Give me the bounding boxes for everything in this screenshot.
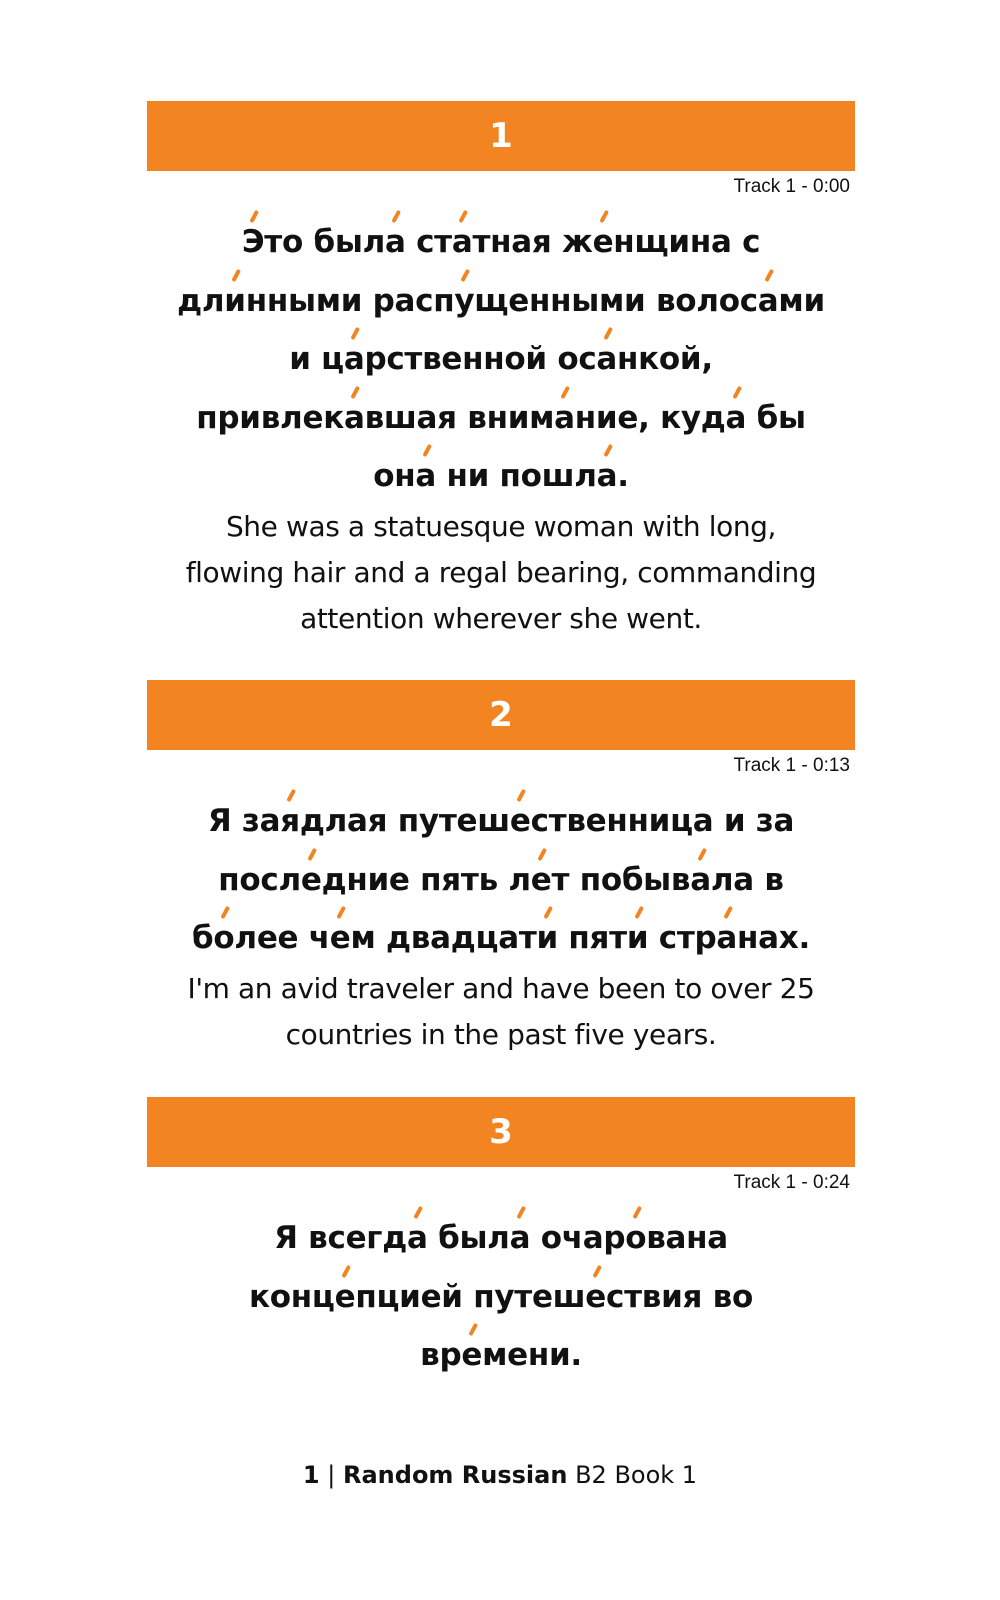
stressed-vowel: о — [625, 1209, 646, 1268]
entry-3 — [147, 1097, 855, 1385]
stressed-vowel: а — [344, 330, 365, 389]
stressed-vowel: а — [385, 213, 406, 272]
russian-line: времени. — [147, 1326, 855, 1385]
track-timestamp: Track 1 - 0:00 — [733, 176, 850, 197]
stressed-vowel: е — [510, 792, 531, 851]
stressed-vowel: и — [224, 272, 245, 331]
russian-line: концепцией путешествия во — [147, 1268, 855, 1327]
entry-2 — [147, 680, 855, 1058]
russian-sentence — [147, 792, 855, 968]
stressed-vowel: а — [690, 851, 711, 910]
stressed-vowel: а — [415, 447, 436, 506]
russian-line: привлекавшая внимание, куда бы — [147, 389, 855, 448]
entry-number: 1 — [489, 116, 513, 156]
stressed-vowel: е — [585, 1268, 606, 1327]
entry-number: 3 — [489, 1112, 513, 1152]
entry-1 — [147, 101, 855, 642]
footer-separator: | — [327, 1461, 336, 1489]
english-line: She was a statuesque woman with long, — [225, 509, 777, 543]
stressed-vowel: а — [344, 389, 365, 448]
russian-line: и царственной осанкой, — [147, 330, 855, 389]
russian-sentence — [147, 1209, 855, 1385]
stressed-vowel: а — [596, 330, 617, 389]
stressed-vowel: е — [593, 213, 614, 272]
russian-line: более чем двадцати пяти странах. — [147, 909, 855, 968]
track-timestamp: Track 1 - 0:13 — [733, 755, 850, 776]
english-translation — [147, 504, 855, 642]
stressed-vowel: я — [280, 792, 300, 851]
entry-number-bar — [147, 680, 855, 750]
russian-line: длинными распущенными волосами — [147, 272, 855, 331]
russian-line: последние пять лет побывала в — [147, 851, 855, 910]
stressed-vowel: а — [725, 389, 746, 448]
page-footer — [0, 1461, 1000, 1489]
stressed-vowel: а — [554, 389, 575, 448]
book-title-rest: B2 Book 1 — [575, 1461, 698, 1489]
russian-line: она ни пошла. — [147, 447, 855, 506]
stressed-vowel: а — [758, 272, 779, 331]
entry-number-bar — [147, 1097, 855, 1167]
english-line: countries in the past five years. — [285, 1017, 717, 1051]
stressed-vowel: и — [627, 909, 648, 968]
russian-line: Это была статная женщина с — [147, 213, 855, 272]
stressed-vowel: у — [454, 272, 474, 331]
track-timestamp: Track 1 - 0:24 — [733, 1172, 850, 1193]
stressed-vowel: а — [510, 1209, 531, 1268]
stressed-vowel: е — [301, 851, 322, 910]
russian-line: Я заядлая путешественница и за — [147, 792, 855, 851]
stressed-vowel: е — [531, 851, 552, 910]
entry-number: 2 — [489, 695, 513, 735]
stressed-vowel: е — [335, 1268, 356, 1327]
stressed-vowel: е — [330, 909, 351, 968]
russian-sentence — [147, 213, 855, 506]
book-title-bold: Random Russian — [343, 1461, 568, 1489]
page-number: 1 — [302, 1461, 320, 1489]
stressed-vowel: Э — [242, 213, 264, 272]
russian-line: Я всегда была очарована — [147, 1209, 855, 1268]
english-translation — [147, 966, 855, 1058]
stressed-vowel: а — [597, 447, 618, 506]
stressed-vowel: а — [407, 1209, 428, 1268]
english-line: flowing hair and a regal bearing, commanding — [185, 555, 817, 589]
entry-number-bar — [147, 101, 855, 171]
english-line: attention wherever she went. — [300, 601, 702, 635]
stressed-vowel: а — [452, 213, 473, 272]
stressed-vowel: е — [461, 1326, 482, 1385]
english-line: I'm an avid traveler and have been to over 25 — [187, 971, 815, 1005]
stressed-vowel: о — [213, 909, 234, 968]
stressed-vowel: и — [536, 909, 557, 968]
stressed-vowel: а — [716, 909, 737, 968]
